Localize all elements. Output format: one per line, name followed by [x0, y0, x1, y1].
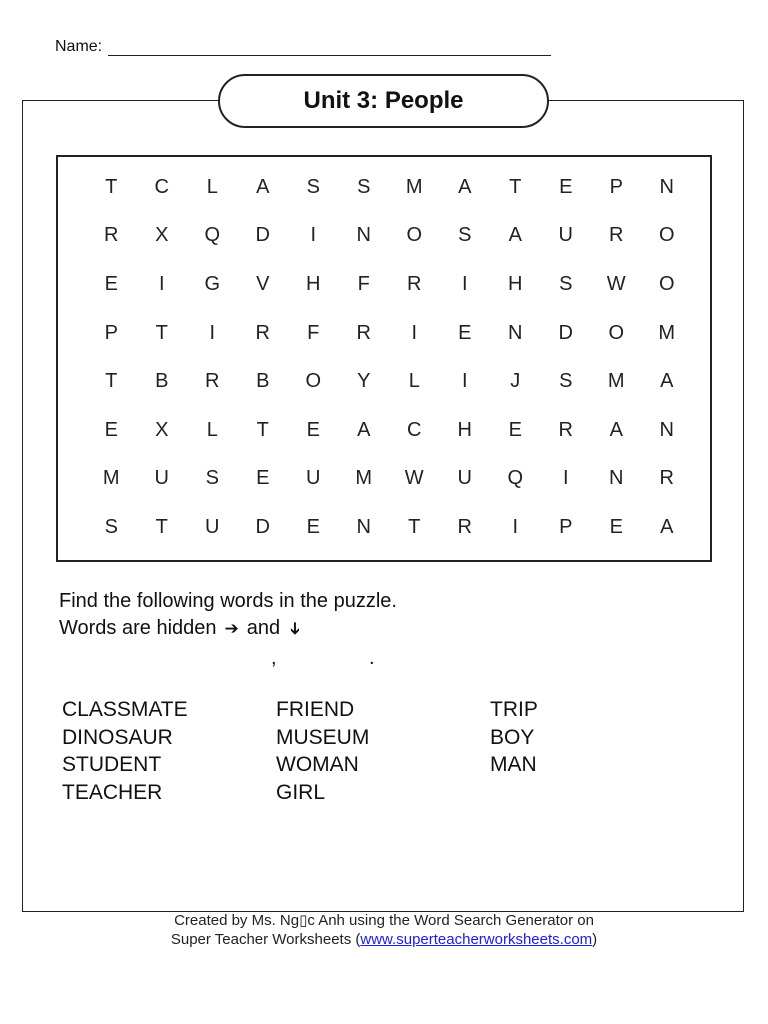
grid-letter: M	[355, 467, 373, 490]
grid-letter: O	[608, 321, 625, 344]
grid-letter: E	[458, 321, 472, 344]
grid-letter: E	[306, 515, 320, 538]
grid-letter: S	[357, 175, 371, 198]
grid-letter: R	[609, 224, 624, 247]
grid-letter: C	[407, 418, 422, 441]
grid-letter: S	[559, 272, 573, 295]
grid-letter: R	[205, 370, 220, 393]
footer-suffix: )	[592, 930, 598, 948]
name-line[interactable]	[108, 39, 551, 56]
grid-letter: T	[155, 515, 168, 538]
grid-letter: S	[458, 224, 472, 247]
word-search-grid	[86, 163, 692, 552]
word-list-item: FRIEND	[276, 698, 355, 721]
grid-letter: I	[209, 321, 216, 344]
grid-letter: A	[660, 515, 674, 538]
footer-line-2	[0, 931, 768, 950]
word-list-item: CLASSMATE	[62, 698, 188, 721]
grid-letter: I	[411, 321, 418, 344]
grid-letter: O	[658, 272, 675, 295]
grid-letter: T	[408, 515, 421, 538]
grid-letter: D	[255, 224, 270, 247]
grid-letter: D	[558, 321, 573, 344]
grid-letter: M	[405, 175, 423, 198]
word-list	[62, 696, 704, 806]
grid-letter: N	[508, 321, 523, 344]
grid-letter: X	[155, 224, 169, 247]
grid-letter: H	[306, 272, 321, 295]
grid-letter: O	[406, 224, 423, 247]
word-list-item: BOY	[490, 725, 535, 749]
grid-letter: T	[105, 370, 118, 393]
punctuation-period: .	[369, 647, 375, 669]
grid-letter: U	[154, 467, 169, 490]
grid-letter: I	[310, 224, 317, 247]
name-label: Name:	[55, 38, 103, 55]
grid-letter: W	[606, 272, 626, 295]
footer-link[interactable]: www.superteacherworksheets.com	[360, 930, 593, 948]
grid-letter: R	[457, 515, 472, 538]
arrow-right-icon: ➔	[224, 619, 239, 638]
grid-letter: I	[461, 272, 468, 295]
worksheet-title: Unit 3: People	[218, 74, 549, 128]
grid-letter: J	[510, 370, 521, 393]
grid-letter: E	[104, 418, 118, 441]
grid-letter: P	[104, 321, 118, 344]
grid-letter: S	[306, 175, 320, 198]
grid-letter: B	[155, 370, 169, 393]
grid-letter: W	[404, 467, 424, 490]
grid-letter: N	[609, 467, 624, 490]
grid-letter: O	[305, 370, 322, 393]
grid-letter: L	[206, 418, 218, 441]
word-list-item	[490, 779, 704, 807]
grid-letter: Q	[204, 224, 221, 247]
grid-letter: P	[559, 515, 573, 538]
grid-letter: R	[104, 224, 119, 247]
grid-letter: X	[155, 418, 169, 441]
grid-letter: U	[558, 224, 573, 247]
name-field-row	[55, 38, 551, 56]
grid-letter: I	[562, 467, 569, 490]
word-list-item: TRIP	[490, 698, 538, 721]
grid-letter: E	[559, 175, 573, 198]
word-list-item: STUDENT	[62, 753, 162, 776]
grid-letter: L	[408, 370, 420, 393]
grid-letter: S	[104, 515, 118, 538]
instructions-line-1: Find the following words in the puzzle.	[59, 590, 397, 612]
grid-letter: U	[205, 515, 220, 538]
punctuation-comma: ,	[271, 647, 277, 669]
grid-letter: U	[306, 467, 321, 490]
grid-letter: M	[607, 370, 625, 393]
grid-letter: E	[256, 467, 270, 490]
grid-letter: I	[158, 272, 165, 295]
word-list-item: TEACHER	[62, 780, 163, 804]
instructions-and: and	[246, 617, 281, 639]
grid-letter: Q	[507, 467, 524, 490]
word-list-item: GIRL	[276, 780, 326, 804]
grid-letter: N	[356, 224, 371, 247]
footer-line-1: Created by Ms. Ng▯c Anh using the Word Search Generator on	[174, 912, 594, 929]
grid-letter: N	[659, 418, 674, 441]
grid-letter: A	[357, 418, 371, 441]
grid-letter: T	[105, 175, 118, 198]
grid-letter: S	[205, 467, 219, 490]
grid-letter: E	[609, 515, 623, 538]
grid-letter: A	[609, 418, 623, 441]
grid-letter: A	[508, 224, 522, 247]
grid-letter: H	[457, 418, 472, 441]
grid-letter: E	[104, 272, 118, 295]
grid-letter: N	[659, 175, 674, 198]
word-list-item: WOMAN	[276, 753, 359, 776]
word-list-item: MUSEUM	[276, 725, 370, 749]
grid-letter: R	[659, 467, 674, 490]
grid-letter: Y	[357, 370, 371, 393]
grid-letter: E	[508, 418, 522, 441]
grid-letter: R	[255, 321, 270, 344]
footer-prefix: Super Teacher Worksheets (	[170, 930, 361, 948]
grid-letter: N	[356, 515, 371, 538]
word-list-item: MAN	[490, 753, 537, 776]
footer-credits	[0, 912, 768, 949]
word-list-item: DINOSAUR	[62, 725, 173, 749]
grid-letter: L	[206, 175, 218, 198]
grid-letter: U	[457, 467, 472, 490]
grid-letter: P	[609, 175, 623, 198]
grid-letter: S	[559, 370, 573, 393]
grid-letter: I	[512, 515, 519, 538]
grid-letter: M	[102, 467, 120, 490]
instructions-line-2	[59, 615, 397, 642]
grid-letter: D	[255, 515, 270, 538]
grid-letter: I	[461, 370, 468, 393]
grid-letter: A	[458, 175, 472, 198]
grid-letter: T	[509, 175, 522, 198]
grid-letter: F	[357, 272, 370, 295]
grid-letter: E	[306, 418, 320, 441]
grid-letter: F	[307, 321, 320, 344]
grid-letter: R	[407, 272, 422, 295]
grid-letter: M	[658, 321, 676, 344]
grid-letter: V	[256, 272, 270, 295]
grid-letter: T	[256, 418, 269, 441]
grid-letter: G	[204, 272, 221, 295]
grid-letter: A	[256, 175, 270, 198]
instructions	[59, 588, 397, 642]
grid-letter: R	[558, 418, 573, 441]
grid-letter: T	[155, 321, 168, 344]
instructions-prefix: Words are hidden	[59, 617, 217, 639]
arrow-down-icon: ➔	[285, 621, 305, 636]
grid-letter: O	[658, 224, 675, 247]
grid-letter: H	[508, 272, 523, 295]
grid-letter: C	[154, 175, 169, 198]
grid-letter: R	[356, 321, 371, 344]
grid-letter: A	[660, 370, 674, 393]
grid-letter: B	[256, 370, 270, 393]
